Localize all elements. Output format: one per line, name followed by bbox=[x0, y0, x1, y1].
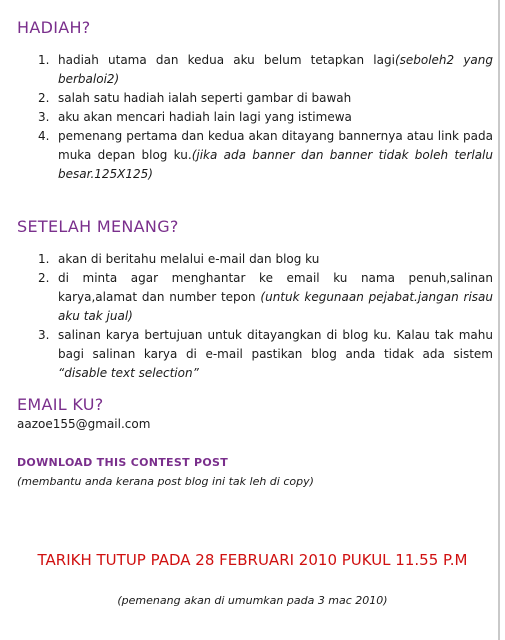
download-contest-link[interactable]: DOWNLOAD THIS CONTEST POST bbox=[17, 456, 229, 469]
list-note: (jika ada banner dan banner tidak boleh terlalu besar.125X125) bbox=[58, 148, 493, 181]
list-number: 4. bbox=[38, 129, 50, 143]
list-note: (untuk kegunaan pejabat.jangan risau aku tak jual) bbox=[58, 290, 493, 323]
list-number: 1. bbox=[38, 252, 50, 266]
list-item bbox=[38, 108, 493, 127]
email-heading: EMAIL KU? bbox=[17, 395, 104, 414]
setelah-list bbox=[38, 250, 493, 383]
list-item bbox=[38, 51, 493, 89]
list-item bbox=[38, 127, 493, 184]
hadiah-list bbox=[38, 51, 493, 184]
list-item bbox=[38, 269, 493, 326]
list-text: hadiah utama dan kedua aku belum tetapkan lagi bbox=[58, 53, 395, 67]
closing-note: (pemenang akan di umumkan pada 3 mac 2010) bbox=[117, 594, 388, 607]
list-number: 3. bbox=[38, 110, 50, 124]
list-item bbox=[38, 89, 493, 108]
setelah-heading: SETELAH MENANG? bbox=[17, 217, 179, 236]
list-number: 3. bbox=[38, 328, 50, 342]
hadiah-heading: HADIAH? bbox=[17, 18, 91, 37]
list-text: aku akan mencari hadiah lain lagi yang istimewa bbox=[58, 110, 352, 124]
list-text: di minta agar menghantar ke email ku nama penuh,salinan karya,alamat dan number tepon bbox=[58, 271, 493, 304]
list-note: (seboleh2 yang berbaloi2) bbox=[58, 53, 493, 86]
list-text: salinan karya bertujuan untuk ditayangkan di blog ku. Kalau tak mahu bagi salinan karya di e-mail pastikan blog anda tidak ada sistem bbox=[58, 328, 493, 361]
download-note: (membantu anda kerana post blog ini tak leh di copy) bbox=[17, 475, 314, 488]
closing-date-text: TARIKH TUTUP PADA 28 FEBRUARI 2010 PUKUL 11.55 P.M bbox=[37, 551, 468, 569]
list-text: salah satu hadiah ialah seperti gambar di bawah bbox=[58, 91, 352, 105]
list-text: pemenang pertama dan kedua akan ditayang bannernya atau link pada muka depan blog ku. bbox=[58, 129, 493, 162]
list-number: 2. bbox=[38, 271, 50, 285]
list-number: 2. bbox=[38, 91, 50, 105]
list-number: 1. bbox=[38, 53, 50, 67]
list-item bbox=[38, 250, 493, 269]
list-note: “disable text selection” bbox=[58, 366, 199, 380]
list-text: akan di beritahu melalui e-mail dan blog ku bbox=[58, 252, 320, 266]
email-address: aazoe155@gmail.com bbox=[17, 417, 151, 431]
list-item bbox=[38, 326, 493, 383]
